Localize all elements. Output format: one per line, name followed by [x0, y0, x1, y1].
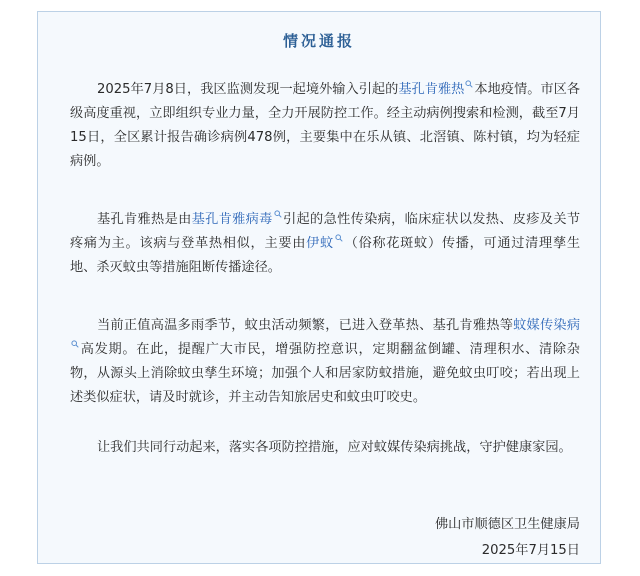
paragraph-1: [70, 78, 580, 174]
paragraph-3-text-before: 当前正值高温多雨季节，蚊虫活动频繁，已进入登革热、基孔肯雅热等: [97, 318, 514, 333]
paragraph-3: [70, 314, 580, 410]
paragraph-4: 让我们共同行动起来，落实各项防控措施，应对蚊媒传染病挑战，守护健康家园。: [97, 440, 572, 455]
paragraph-2: [70, 208, 580, 280]
search-icon[interactable]: [71, 340, 79, 348]
page-title: 情况通报: [282, 32, 355, 50]
link-chikungunya-virus[interactable]: 基孔肯雅病毒: [191, 212, 273, 227]
search-icon[interactable]: [465, 80, 473, 88]
link-aedes-mosquito[interactable]: 伊蚊: [306, 236, 334, 251]
paragraph-1-text-after: 本地疫情。市区各级高度重视，立即组织专业力量，全力开展防控工作。经主动病例搜索和检测，截至7月15日，全区累计报告确诊病例478例，主要集中在乐从镇、北滘镇、陈村镇，均为轻症病例。: [70, 82, 581, 169]
link-chikungunya-fever[interactable]: 基孔肯雅热: [398, 82, 465, 97]
paragraph-3-text-after: 高发期。在此，提醒广大市民，增强防控意识，定期翻盆倒罐、清理积水、清除杂物，从源头上消除蚊虫孳生环境；加强个人和居家防蚊措施，避免蚊虫叮咬；若出现上述类似症状，请及时就诊，并主动告知旅居史和蚊虫叮咬史。: [70, 342, 580, 405]
notice-card: [37, 11, 601, 564]
paragraph-2-text-after: （俗称花斑蚊）传播，可通过清理孳生地、杀灭蚊虫等措施阻断传播途径。: [70, 236, 581, 275]
link-mosquito-borne-disease[interactable]: 蚊媒传染病: [513, 318, 581, 333]
search-icon[interactable]: [274, 210, 282, 218]
signature-organization: 佛山市顺德区卫生健康局: [434, 517, 580, 532]
paragraph-2-text-before: 基孔肯雅热是由: [97, 212, 192, 227]
signature-date: 2025年7月15日: [481, 543, 580, 558]
paragraph-1-text-before: 2025年7月8日，我区监测发现一起境外输入引起的: [97, 82, 399, 97]
search-icon[interactable]: [335, 234, 343, 242]
paragraph-2-text-middle: 引起的急性传染病，临床症状以发热、皮疹及关节疼痛为主。该病与登革热相似，主要由: [70, 212, 581, 251]
